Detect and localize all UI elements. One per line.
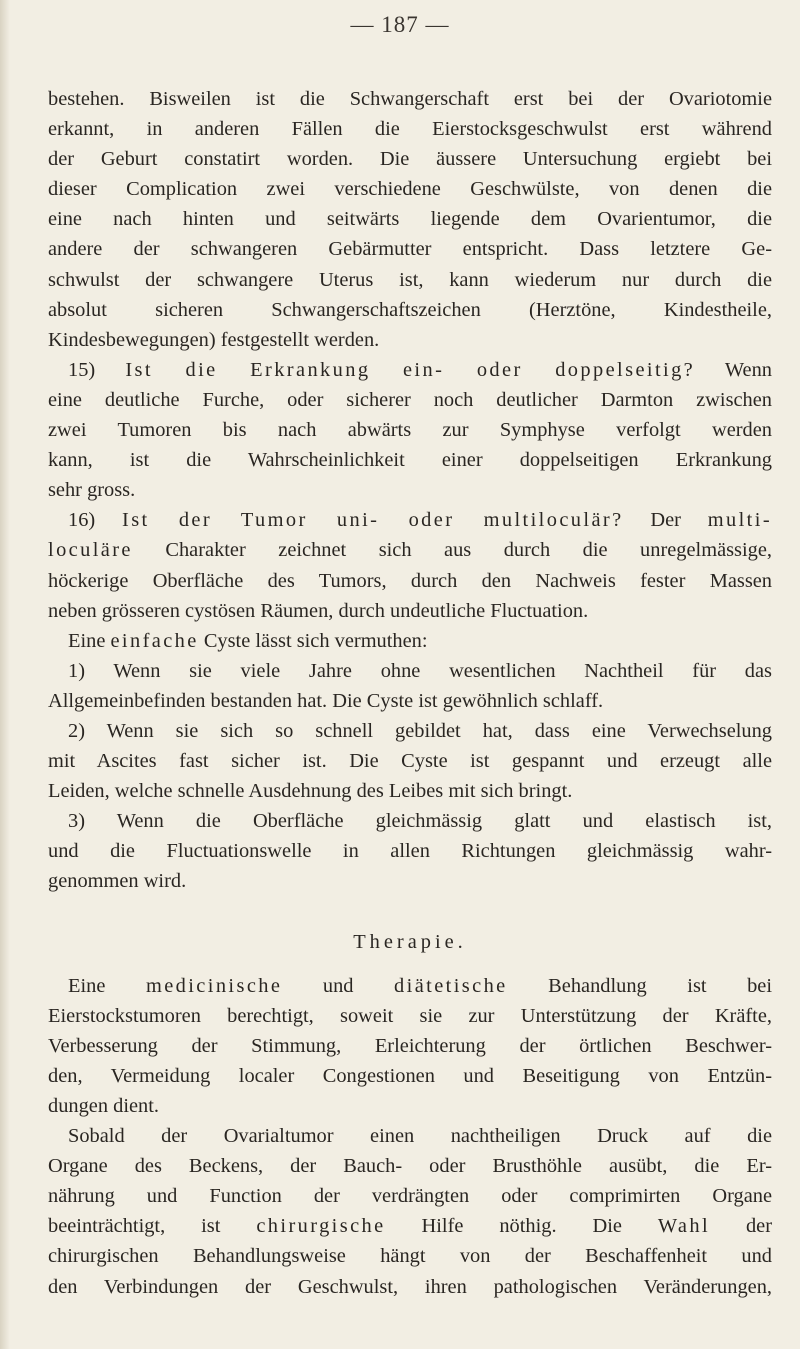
text-line: eine deutliche Furche, oder sicherer noch deutlicher Darmton zwischen	[48, 388, 772, 411]
text-line: der Geburt constatirt worden. Die äussere Untersuchung ergiebt bei	[48, 148, 772, 171]
page-number: — 187 —	[350, 12, 450, 37]
text-line: nährung und Function der verdrängten oder comprimirten Organe	[48, 1185, 772, 1208]
text-line: Verbesserung der Stimmung, Erleichterung der örtlichen Beschwer-	[48, 1034, 772, 1057]
text-line: den Verbindungen der Geschwulst, ihren pathologischen Veränderungen,	[48, 1275, 772, 1298]
text-line: 2) Wenn sie sich so schnell gebildet hat, dass eine Verwechselung	[68, 719, 772, 742]
emphasized-text: multi-	[707, 509, 773, 532]
text-line	[48, 535, 772, 565]
text-line: 3) Wenn die Oberfläche gleichmässig glatt und elastisch ist,	[68, 810, 772, 833]
text-line: höckerige Oberfläche des Tumors, durch den Nachweis fester Massen	[48, 569, 772, 592]
text-line: chirurgischen Behandlungsweise hängt von der Beschaffenheit und	[48, 1245, 772, 1268]
emphasized-text: diätetische	[394, 974, 508, 997]
text-line	[48, 505, 772, 535]
text-line: kann, ist die Wahrscheinlichkeit einer doppelseitigen Erkrankung	[48, 449, 772, 472]
text-segment: 15)	[68, 358, 126, 381]
text-line: Sobald der Ovarialtumor einen nachtheiligen Druck auf die	[68, 1125, 772, 1148]
text-segment: Hilfe nöthig. Die	[385, 1215, 658, 1238]
text-line	[48, 355, 772, 385]
text-line: Leiden, welche schnelle Ausdehnung des Leibes mit sich bringt.	[48, 780, 573, 803]
text-line	[48, 626, 772, 656]
text-line: zwei Tumoren bis nach abwärts zur Symphyse verfolgt werden	[48, 419, 772, 442]
text-segment: Behandlung ist bei	[507, 974, 773, 997]
section-heading-therapie: Therapie.	[353, 930, 467, 953]
text-line: schwulst der schwangere Uterus ist, kann wiederum nur durch die	[48, 268, 772, 291]
text-segment: Cyste lässt sich vermuthen:	[198, 629, 428, 652]
text-line: andere der schwangeren Gebärmutter entspricht. Dass letztere Ge-	[48, 238, 772, 261]
body-text-block-1	[48, 84, 772, 897]
text-segment: Wenn	[695, 358, 772, 381]
text-line: mit Ascites fast sicher ist. Die Cyste ist gespannt und erzeugt alle	[48, 750, 772, 773]
emphasized-text: chirurgische	[256, 1215, 386, 1238]
emphasized-text: Wahl	[657, 1215, 711, 1238]
text-line: und die Fluctuationswelle in allen Richtungen gleichmässig wahr-	[48, 840, 772, 863]
text-line: eine nach hinten und seitwärts liegende dem Ovarientumor, die	[48, 208, 772, 231]
text-segment: Charakter zeichnet sich aus durch die unregelmässige,	[132, 539, 772, 562]
page-edge-shadow	[0, 0, 10, 1349]
text-line: absolut sicheren Schwangerschaftszeichen (Herztöne, Kindestheile,	[48, 298, 772, 321]
text-line: erkannt, in anderen Fällen die Eierstocksgeschwulst erst während	[48, 118, 772, 141]
text-segment: und	[282, 974, 395, 997]
text-line: Eierstockstumoren berechtigt, soweit sie zur Unterstützung der Kräfte,	[48, 1004, 772, 1027]
text-segment: Eine	[68, 629, 111, 652]
text-line: sehr gross.	[48, 479, 136, 502]
text-line: 1) Wenn sie viele Jahre ohne wesentlichen Nachtheil für das	[68, 659, 772, 682]
text-segment: der	[710, 1215, 772, 1238]
text-line: den, Vermeidung localer Congestionen und Beseitigung von Entzün-	[48, 1064, 772, 1087]
text-line: bestehen. Bisweilen ist die Schwangerschaft erst bei der Ovariotomie	[48, 88, 772, 110]
body-text-block-2	[48, 971, 772, 1302]
text-segment: beeinträchtigt, ist	[48, 1215, 257, 1238]
text-line	[48, 971, 772, 1001]
emphasized-text: medicinische	[145, 974, 283, 997]
text-line: dieser Complication zwei verschiedene Geschwülste, von denen die	[48, 178, 772, 201]
text-line: Organe des Beckens, der Bauch- oder Brusthöhle ausübt, die Er-	[48, 1155, 772, 1178]
emphasized-text: Ist die Erkrankung ein- oder doppelseitig?	[125, 358, 696, 381]
text-segment: 16)	[68, 509, 123, 532]
text-column	[48, 84, 772, 1302]
text-segment: Der	[623, 509, 708, 532]
text-line: genommen wird.	[48, 870, 187, 893]
text-line: dungen dient.	[48, 1095, 159, 1117]
emphasized-text: Ist der Tumor uni- oder multiloculär?	[122, 509, 624, 532]
emphasized-text: loculäre	[48, 539, 133, 562]
text-line: Kindesbewegungen) festgestellt werden.	[48, 328, 380, 351]
text-line: neben grösseren cystösen Räumen, durch undeutliche Fluctuation.	[48, 599, 589, 622]
text-segment: Eine	[68, 974, 146, 997]
text-line	[48, 1211, 772, 1241]
emphasized-text: einfache	[110, 629, 199, 652]
text-line: Allgemeinbefinden bestanden hat. Die Cyste ist gewöhnlich schlaff.	[48, 689, 604, 712]
